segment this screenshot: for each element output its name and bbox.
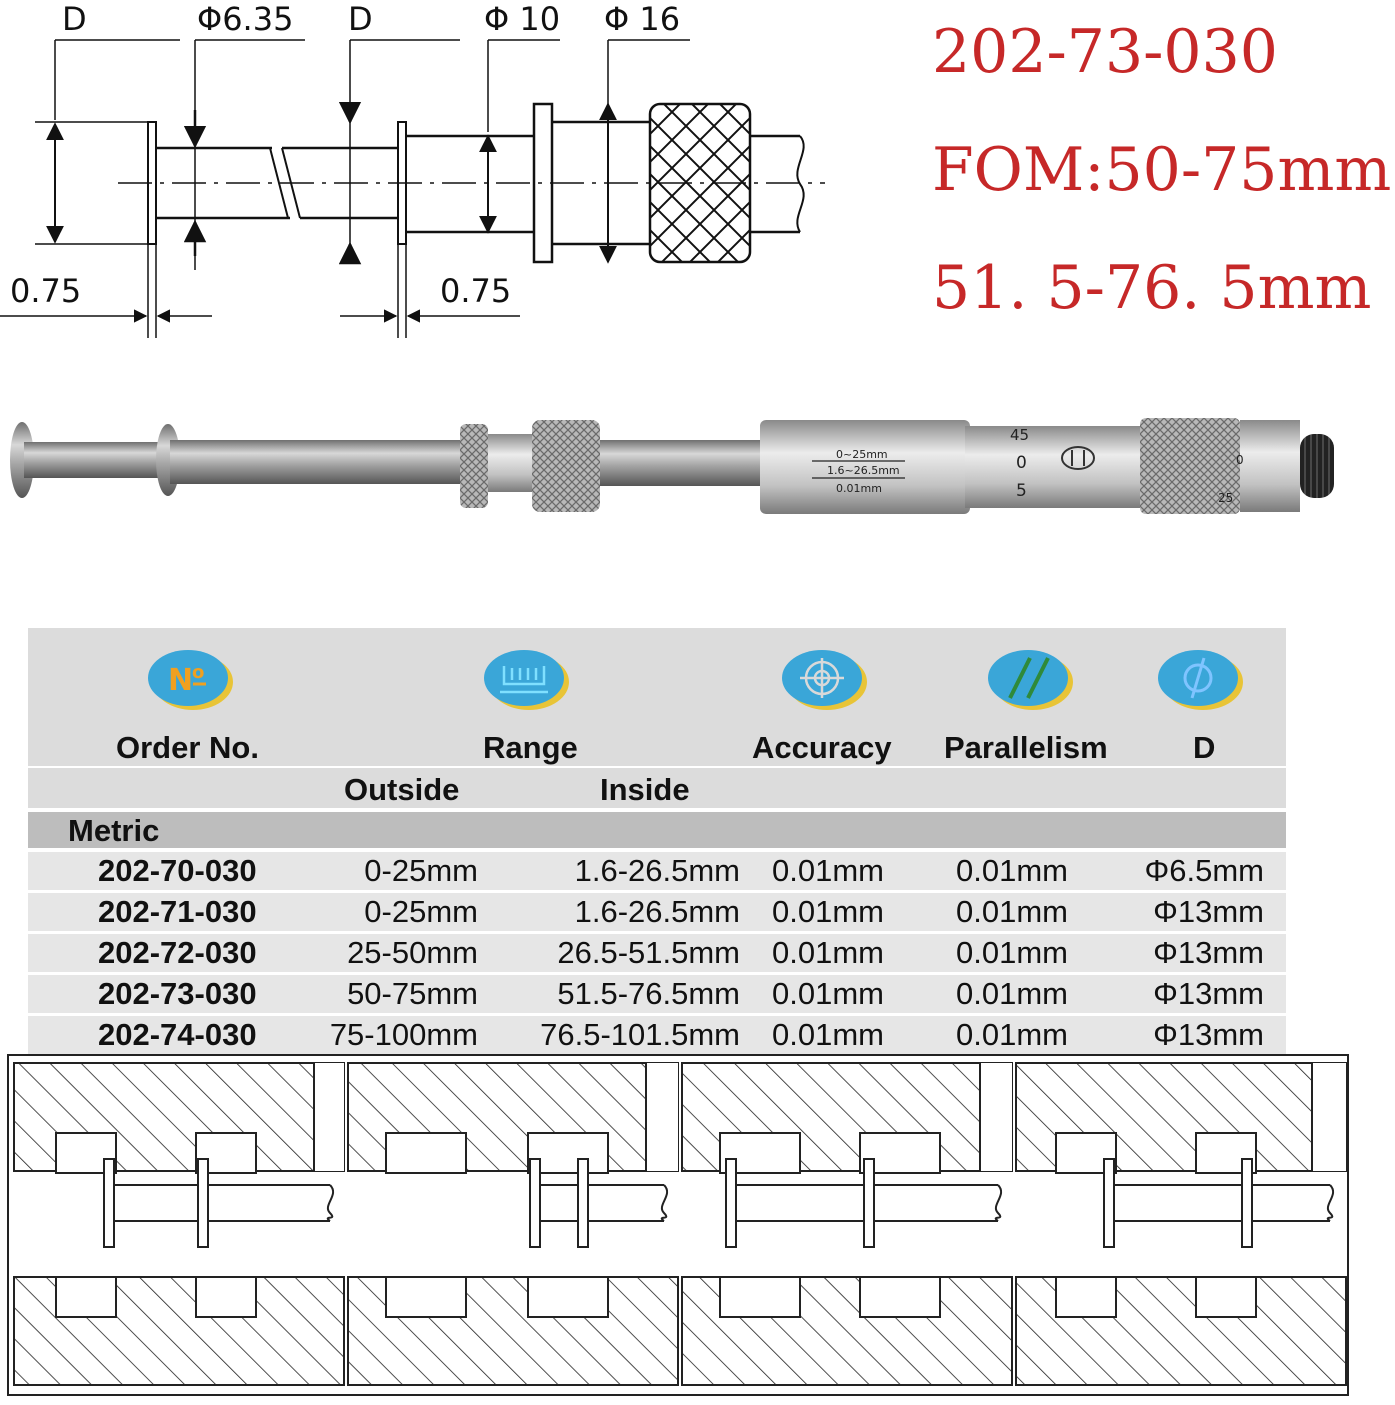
cell-order-no: 202-71-030 bbox=[98, 894, 257, 929]
cell-d: Φ13mm bbox=[1153, 976, 1264, 1011]
cell-accuracy: 0.01mm bbox=[772, 853, 884, 888]
cell-outside: 75-100mm bbox=[329, 1017, 478, 1052]
header-parallelism: Parallelism bbox=[944, 730, 1108, 765]
ratchet-number-25: 25 bbox=[1218, 491, 1234, 505]
dim-label-gap-right: 0.75 bbox=[440, 272, 512, 310]
spec-table bbox=[28, 628, 1286, 1052]
cell-d: Φ13mm bbox=[1153, 1017, 1264, 1052]
micrometer-body bbox=[10, 418, 1334, 514]
dim-label-d-left: D bbox=[62, 0, 87, 38]
spec-table-subheader bbox=[28, 768, 1286, 808]
header-d: D bbox=[1193, 730, 1216, 765]
dim-label-gap-left: 0.75 bbox=[10, 272, 82, 310]
dim-label-phi-10: Φ 10 bbox=[484, 0, 561, 38]
table-row bbox=[28, 852, 1286, 890]
diameter-icon bbox=[1156, 646, 1244, 712]
cell-inside: 51.5-76.5mm bbox=[557, 976, 740, 1011]
section-metric bbox=[28, 812, 1286, 848]
cell-order-no: 202-74-030 bbox=[98, 1017, 257, 1052]
cell-parallelism: 0.01mm bbox=[956, 853, 1068, 888]
micrometer-photo bbox=[0, 390, 1395, 540]
range-icon bbox=[482, 646, 570, 712]
sleeve-text-range-outside: 0~25mm bbox=[836, 448, 888, 461]
cell-order-no: 202-70-030 bbox=[98, 853, 257, 888]
table-row bbox=[28, 934, 1286, 972]
cell-d: Φ6.5mm bbox=[1144, 853, 1264, 888]
cell-accuracy: 0.01mm bbox=[772, 976, 884, 1011]
thimble-number-5: 5 bbox=[1016, 481, 1027, 501]
cell-outside: 0-25mm bbox=[364, 894, 478, 929]
thimble-number-45: 45 bbox=[1010, 426, 1030, 444]
table-row bbox=[28, 975, 1286, 1013]
subheader-outside: Outside bbox=[344, 772, 460, 807]
table-row bbox=[28, 893, 1286, 931]
dim-label-d-right: D bbox=[348, 0, 373, 38]
headline-inside-range: 51. 5-76. 5mm bbox=[932, 253, 1372, 323]
cell-order-no: 202-73-030 bbox=[98, 976, 257, 1011]
svg-text:N: N bbox=[168, 663, 194, 698]
target-icon bbox=[780, 646, 868, 712]
cell-parallelism: 0.01mm bbox=[956, 894, 1068, 929]
dimension-drawing bbox=[0, 0, 1395, 345]
cell-inside: 1.6-26.5mm bbox=[574, 894, 740, 929]
spec-table-header bbox=[28, 628, 1286, 766]
subheader-inside: Inside bbox=[600, 772, 690, 807]
headline-model: 202-73-030 bbox=[932, 17, 1278, 87]
numero-icon bbox=[146, 646, 234, 712]
cell-parallelism: 0.01mm bbox=[956, 935, 1068, 970]
ratchet-number-0: 0 bbox=[1236, 453, 1244, 467]
sleeve-text-resolution: 0.01mm bbox=[836, 482, 882, 495]
thimble-number-0: 0 bbox=[1016, 453, 1027, 473]
cell-outside: 0-25mm bbox=[364, 853, 478, 888]
dim-label-phi-6-35: Φ6.35 bbox=[197, 0, 294, 38]
cell-order-no: 202-72-030 bbox=[98, 935, 257, 970]
cell-parallelism: 0.01mm bbox=[956, 976, 1068, 1011]
application-diagrams bbox=[0, 1045, 1395, 1405]
header-accuracy: Accuracy bbox=[752, 730, 892, 765]
cell-outside: 25-50mm bbox=[347, 935, 478, 970]
sleeve-text-range-inside: 1.6~26.5mm bbox=[827, 464, 900, 477]
cell-d: Φ13mm bbox=[1153, 894, 1264, 929]
cell-inside: 76.5-101.5mm bbox=[540, 1017, 740, 1052]
cell-accuracy: 0.01mm bbox=[772, 935, 884, 970]
cell-d: Φ13mm bbox=[1153, 935, 1264, 970]
cell-accuracy: 0.01mm bbox=[772, 894, 884, 929]
cell-outside: 50-75mm bbox=[347, 976, 478, 1011]
svg-text:o: o bbox=[192, 662, 205, 683]
header-order-no: Order No. bbox=[116, 730, 259, 765]
parallel-lines-icon bbox=[986, 646, 1074, 712]
dim-label-phi-16: Φ 16 bbox=[604, 0, 681, 38]
cell-accuracy: 0.01mm bbox=[772, 1017, 884, 1052]
header-range: Range bbox=[483, 730, 578, 765]
section-metric-label: Metric bbox=[68, 813, 160, 848]
cell-inside: 26.5-51.5mm bbox=[557, 935, 740, 970]
cell-inside: 1.6-26.5mm bbox=[574, 853, 740, 888]
cell-parallelism: 0.01mm bbox=[956, 1017, 1068, 1052]
headline-fom: FOM:50-75mm bbox=[932, 135, 1392, 205]
